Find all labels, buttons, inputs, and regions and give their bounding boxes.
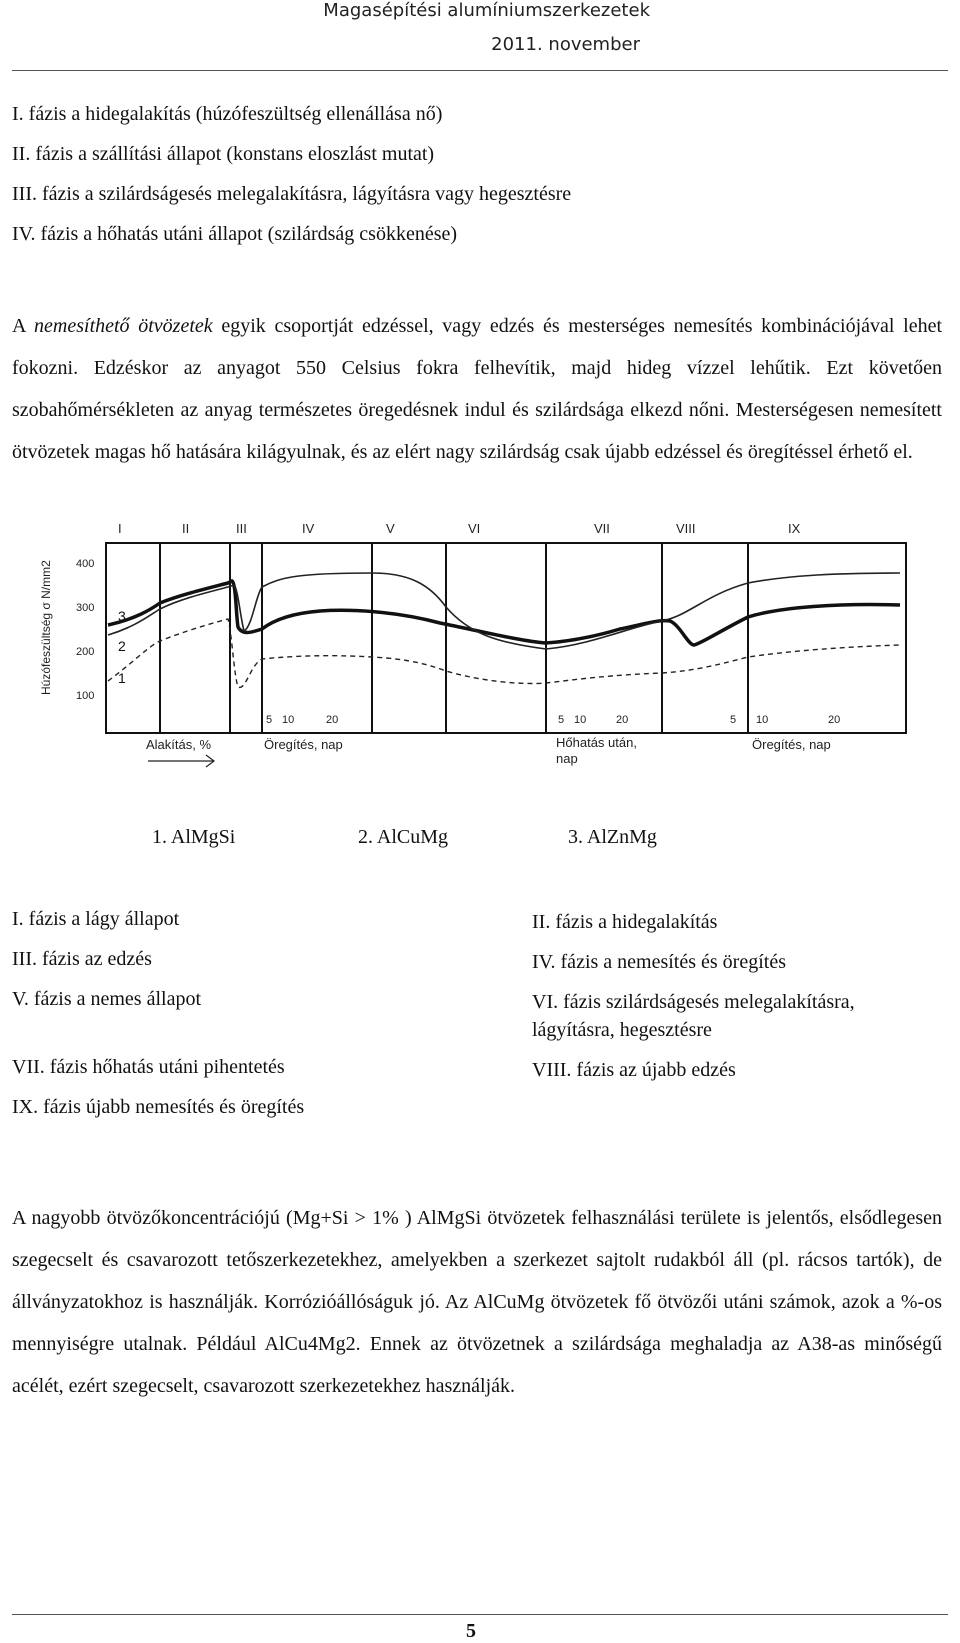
legend-row (12, 1056, 942, 1096)
x-ticks-2 (558, 714, 628, 726)
x-label-hohatas: Hőhatás után, (556, 735, 637, 750)
paragraph-nemesitheto (12, 305, 942, 473)
legend-item: II. fázis a hidegalakítás (532, 911, 718, 933)
curve-label-1: 1 (118, 670, 126, 686)
x-tick: 5 (266, 714, 273, 726)
x-label-alakitas: Alakítás, % (146, 737, 212, 752)
header-rule (12, 70, 948, 71)
curve-label-3: 3 (118, 608, 126, 624)
alloy-1: 1. AlMgSi (152, 826, 236, 848)
page-number: 5 (466, 1620, 476, 1642)
legend-line: VI. fázis szilárdságesés melegalakításra, (532, 991, 855, 1013)
phase-label: VII (594, 521, 610, 536)
x-tick: 5 (730, 714, 737, 726)
phase-item: IV. fázis a hőhatás utáni állapot (szilárdság csökkenése) (12, 223, 458, 245)
x-tick: 10 (756, 714, 769, 726)
header-title: Magasépítési alumíniumszerkezetek (323, 0, 650, 21)
x-ticks-1 (266, 714, 338, 726)
legend-item: IV. fázis a nemesítés és öregítés (532, 951, 786, 973)
legend-item (532, 988, 855, 1044)
para-lead: A (12, 315, 35, 337)
x-tick: 20 (616, 714, 629, 726)
legend-item: VII. fázis hőhatás utáni pihentetés (12, 1056, 285, 1078)
x-tick: 20 (828, 714, 841, 726)
y-tick: 400 (76, 558, 95, 570)
phase-label: IV (302, 521, 315, 536)
legend-row (12, 988, 942, 1056)
curve-1 (108, 619, 900, 687)
legend-item: III. fázis az edzés (12, 948, 152, 970)
x-tick: 5 (558, 714, 565, 726)
x-axis-labels (146, 735, 831, 766)
legend-item: IX. fázis újabb nemesítés és öregítés (12, 1096, 305, 1118)
phase-item: I. fázis a hidegalakítás (húzófeszültség ellenállása nő) (12, 103, 443, 125)
footer-rule (12, 1614, 948, 1615)
curve-label-2: 2 (118, 638, 126, 654)
phase-legend (12, 908, 942, 1136)
phase-label: III (236, 521, 247, 536)
x-label-hohatas-nap: nap (556, 751, 578, 766)
header-date: 2011. november (491, 34, 640, 55)
legend-line: lágyításra, hegesztésre (532, 1019, 712, 1041)
phase-labels (118, 521, 801, 536)
curve-3 (108, 581, 900, 645)
legend-row (12, 1096, 942, 1136)
y-axis (39, 558, 94, 702)
alloy-3: 3. AlZnMg (568, 826, 657, 848)
y-tick: 300 (76, 602, 95, 614)
alloy-2: 2. AlCuMg (358, 826, 449, 848)
phase-item: II. fázis a szállítási állapot (konstans eloszlást mutat) (12, 143, 435, 165)
strength-chart (0, 515, 960, 785)
y-tick: 200 (76, 646, 95, 658)
phase-label: VIII (676, 521, 696, 536)
phase-list (12, 94, 571, 254)
phase-label: IX (788, 521, 801, 536)
x-ticks-3 (730, 714, 840, 726)
paragraph-almgsi: A nagyobb ötvözőkoncentrációjú (Mg+Si > 1% ) AlMgSi ötvözetek felhasználási területe is jelentős, elsődlegesen szegecselt és csavarozott tetőszerkezetekhez, amelyekben a szerkezet sajtolt rudakból áll (pl. rácsos tartók), de állványzatokhoz is használják. Korrózióállóságuk jó. Az AlCuMg ötvözetek fő ötvözői utáni számok, azok a %-os mennyiségre utalnak. Például AlCu4Mg2. Ennek az ötvözetnek a szilárdsága meghaladja az A38-as minőségű acélét, ezért szegecselt, csavarozott szerkezetekhez használják. (12, 1207, 942, 1397)
phase-dividers (160, 543, 748, 733)
para-emphasis: nemesíthető ötvözetek (34, 315, 213, 337)
phase-label: I (118, 521, 122, 536)
legend-item: I. fázis a lágy állapot (12, 908, 180, 930)
x-tick: 10 (282, 714, 295, 726)
x-label-oregites-1: Öregítés, nap (264, 737, 343, 752)
legend-item: VIII. fázis az újabb edzés (532, 1059, 736, 1081)
phase-item: III. fázis a szilárdságesés melegalakításra, lágyításra vagy hegesztésre (12, 183, 572, 205)
y-tick: 100 (76, 690, 95, 702)
y-axis-label: Húzófeszültség σ N/mm2 (39, 560, 53, 695)
phase-label: VI (468, 521, 481, 536)
x-tick: 10 (574, 714, 587, 726)
arrow-icon (148, 755, 214, 767)
legend-item: V. fázis a nemes állapot (12, 988, 202, 1010)
para-rest: egyik csoportját edzéssel, vagy edzés és mesterséges nemesítés kombinációjával lehet fokozni. Edzéskor az anyagot 550 Celsius fokra felhevítik, majd hideg vízzel lehűtik. Ezt követően szobahőmérsékleten az anyag természetes öregedésnek indul és szilárdsága elkezd nőni. Mesterségesen nemesített ötvözetek magas hő hatására kilágyulnak, és az elért nagy szilárdság csak újabb edzéssel és öregítéssel érhető el. (12, 315, 943, 463)
x-tick: 20 (326, 714, 339, 726)
phase-label: II (182, 521, 190, 536)
x-label-oregites-2: Öregítés, nap (752, 737, 831, 752)
phase-label: V (386, 521, 395, 536)
legend-row (12, 908, 942, 948)
legend-row (12, 948, 942, 988)
